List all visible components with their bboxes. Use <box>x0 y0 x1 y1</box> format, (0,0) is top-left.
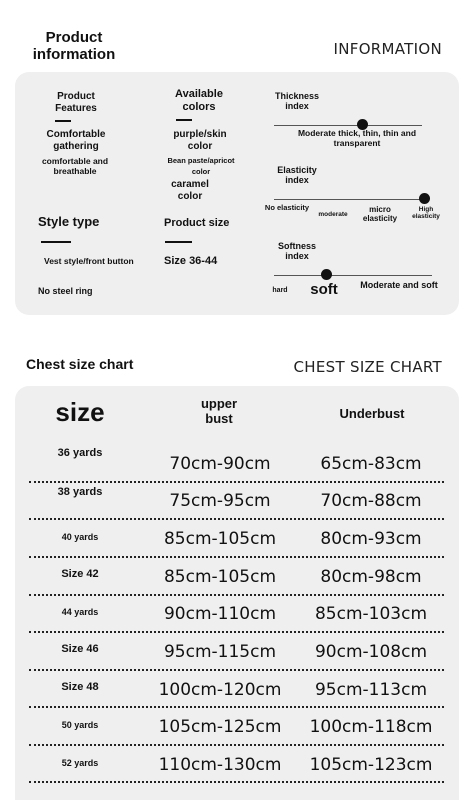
style-heading: Style type <box>38 214 100 229</box>
softness-label-soft: soft <box>310 281 338 298</box>
elasticity-heading: Elasticity index <box>277 165 317 186</box>
elasticity-label-micro: micro elasticity <box>362 205 398 224</box>
row-underbust: 85cm-103cm <box>314 604 428 624</box>
row-underbust: 100cm-118cm <box>309 717 433 737</box>
features-heading: Product Features <box>55 91 97 114</box>
row-underbust: 95cm-113cm <box>314 680 428 700</box>
softness-heading: Softness index <box>277 241 316 262</box>
feature-item-2: comfortable and breathable <box>41 156 109 176</box>
row-underbust: 65cm-83cm <box>320 454 422 474</box>
header-underbust: Underbust <box>339 406 405 421</box>
color-item-3: caramel color <box>171 179 209 202</box>
row-separator <box>29 556 444 558</box>
row-upper-bust: 105cm-125cm <box>158 717 282 737</box>
row-upper-bust: 70cm-90cm <box>169 454 271 474</box>
row-underbust: 80cm-93cm <box>320 529 422 549</box>
style-divider <box>41 241 71 243</box>
style-value: Vest style/front button <box>44 256 134 266</box>
header-upper-bust: upper bust <box>200 396 238 426</box>
row-separator <box>29 669 444 671</box>
row-upper-bust: 110cm-130cm <box>158 755 282 775</box>
product-info-title: Product information <box>32 29 116 63</box>
row-upper-bust: 85cm-105cm <box>163 529 277 549</box>
header-size: size <box>55 397 105 427</box>
row-separator <box>29 781 444 783</box>
softness-indicator-dot <box>321 269 332 280</box>
elasticity-label-no: No elasticity <box>264 203 310 212</box>
row-underbust: 70cm-88cm <box>320 491 422 511</box>
elasticity-indicator-dot <box>419 193 430 204</box>
row-separator <box>29 481 444 483</box>
row-underbust: 90cm-108cm <box>314 642 428 662</box>
row-size: 44 yards <box>61 607 99 617</box>
colors-heading: Available colors <box>175 88 223 113</box>
chest-chart-title: Chest size chart <box>26 356 134 372</box>
elasticity-scale-line <box>274 199 424 200</box>
thickness-scale-line <box>274 125 422 126</box>
product-info-title-en: INFORMATION <box>333 40 442 58</box>
row-size: 50 yards <box>61 720 99 730</box>
size-divider <box>165 241 192 243</box>
thickness-heading: Thickness index <box>274 91 320 112</box>
size-heading: Product size <box>164 217 230 229</box>
row-size: Size 46 <box>61 643 99 655</box>
color-item-2: Bean paste/apricot color <box>167 156 235 177</box>
chest-chart-title-en: CHEST SIZE CHART <box>293 358 442 376</box>
feature-item-1: Comfortable gathering <box>46 129 106 152</box>
row-separator <box>29 518 444 520</box>
style-note: No steel ring <box>38 286 93 296</box>
row-underbust: 105cm-123cm <box>309 755 433 775</box>
row-size: Size 42 <box>61 568 99 580</box>
softness-label-hard: hard <box>272 287 288 294</box>
row-underbust: 80cm-98cm <box>320 567 422 587</box>
row-separator <box>29 594 444 596</box>
row-size: 38 yards <box>57 486 103 498</box>
row-upper-bust: 100cm-120cm <box>158 680 282 700</box>
elasticity-label-high: High elasticity <box>412 206 440 221</box>
color-item-1: purple/skin color <box>173 129 227 152</box>
row-upper-bust: 95cm-115cm <box>163 642 277 662</box>
row-size: Size 48 <box>61 681 99 693</box>
features-divider <box>55 120 71 122</box>
row-upper-bust: 90cm-110cm <box>163 604 277 624</box>
thickness-label: Moderate thick, thin, thin and transparent <box>297 128 417 148</box>
row-separator <box>29 744 444 746</box>
softness-label-moderate: Moderate and soft <box>360 280 438 290</box>
size-value: Size 36-44 <box>164 255 218 267</box>
row-size: 40 yards <box>61 532 99 542</box>
colors-divider <box>176 119 192 121</box>
row-separator <box>29 706 444 708</box>
row-separator <box>29 631 444 633</box>
elasticity-label-moderate: moderate <box>318 211 348 218</box>
row-upper-bust: 85cm-105cm <box>163 567 277 587</box>
row-size: 36 yards <box>57 447 103 459</box>
row-upper-bust: 75cm-95cm <box>169 491 271 511</box>
softness-scale-line <box>274 275 432 276</box>
row-size: 52 yards <box>61 758 99 768</box>
